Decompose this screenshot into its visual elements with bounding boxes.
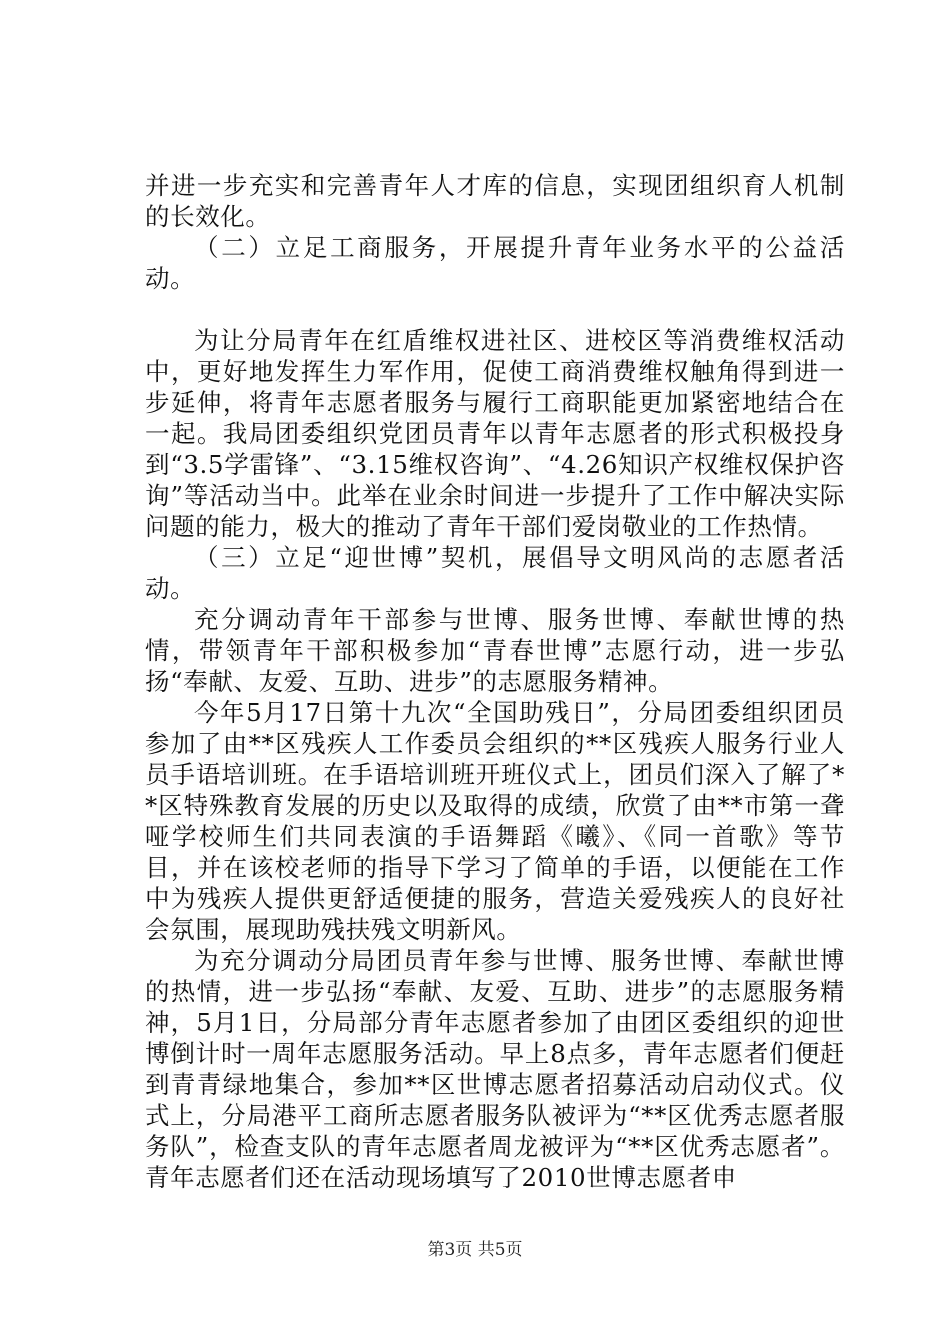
paragraph-disability-day: 今年5月17日第十九次“全国助残日”，分局团委组织团员参加了由**区残疾人工作委员会组织的**区残疾人服务行业人员手语培训班。在手语培训班开班仪式上，团员们深入了解了**区特殊教育发展的历史以及取得的成绩，欣赏了由**市第一聋哑学校师生们共同表演的手语舞蹈《曦》、《同一首歌》等节目，并在该校老师的指导下学习了简单的手语，以便能在工作中为残疾人提供更舒适便捷的服务，营造关爱残疾人的良好社会氛围，展现助残扶残文明新风。 xyxy=(145,698,845,944)
page-number-footer: 第3页 共5页 xyxy=(427,1240,523,1260)
paragraph-expo-volunteer: 充分调动青年干部参与世博、服务世博、奉献世博的热情，带领青年干部积极参加“青春世博”志愿行动，进一步弘扬“奉献、友爱、互助、进步”的志愿服务精神。 xyxy=(145,605,845,696)
paragraph-consumer-rights: 为让分局青年在红盾维权进社区、进校区等消费维权活动中，更好地发挥生力军作用，促使工商消费维权触角得到进一步延伸，将青年志愿者服务与履行工商职能更加紧密地结合在一起。我局团委组织党团员青年以青年志愿者的形式积极投身到“3.5学雷锋”、“3.15维权咨询”、“4.26知识产权维权保护咨询”等活动当中。此举在业余时间进一步提升了工作中解决实际问题的能力，极大的推动了青年干部们爱岗敬业的工作热情。 xyxy=(145,326,845,541)
section-heading-three: （三）立足“迎世博”契机，展倡导文明风尚的志愿者活动。 xyxy=(145,543,845,603)
document-body xyxy=(145,170,845,1193)
section-heading-two: （二）立足工商服务，开展提升青年业务水平的公益活动。 xyxy=(145,233,845,293)
paragraph-talent-pool: 并进一步充实和完善青年人才库的信息，实现团组织育人机制的长效化。 xyxy=(145,171,845,231)
paragraph-expo-countdown: 为充分调动分局团员青年参与世博、服务世博、奉献世博的热情，进一步弘扬“奉献、友爱、互助、进步”的志愿服务精神，5月1日，分局部分青年志愿者参加了由团区委组织的迎世博倒计时一周年志愿服务活动。早上8点多，青年志愿者们便赶到青青绿地集合，参加**区世博志愿者招募活动启动仪式。仪式上，分局港平工商所志愿者服务队被评为“**区优秀志愿者服务队”，检查支队的青年志愿者周龙被评为“**区优秀志愿者”。青年志愿者们还在活动现场填写了2010世博志愿者申 xyxy=(145,946,845,1192)
